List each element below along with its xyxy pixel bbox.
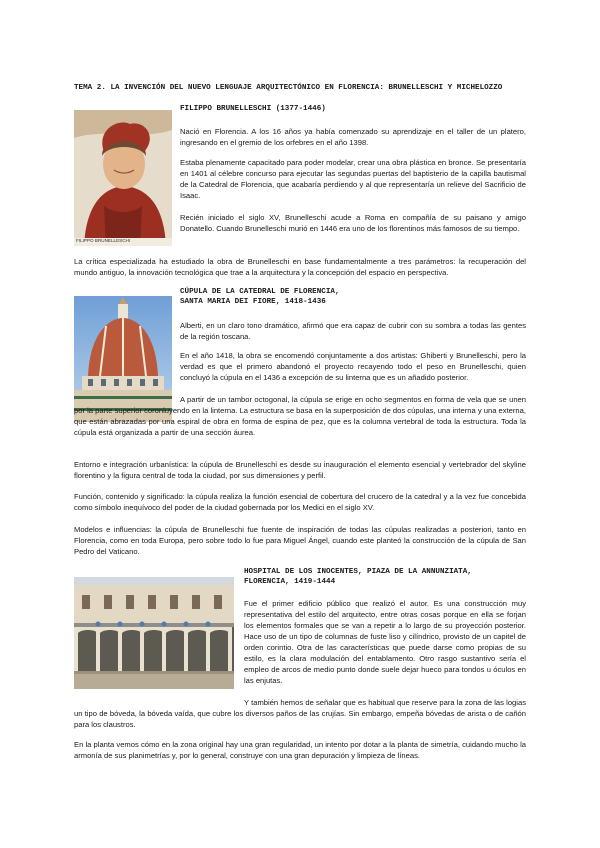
section-heading-brunelleschi: FILIPPO BRUNELLESCHI (1377-1446) (180, 105, 326, 113)
portrait-caption: FILIPPO BRUNELLESCHI (76, 238, 131, 243)
paragraph: Recién iniciado el siglo XV, Brunelleschi acude a Roma en compañía de su paisano y amigo Donatello. Cuando Brunelleschi murió en 1446 era uno de los florentinos más famosos de su tiempo. (180, 213, 526, 233)
paragraph: A partir de un tambor octogonal, la cúpula se erige en ocho segmentos en forma de vela que se unen por la parte superior coronluyendo en la linterna. La estructura se basa en la superposición de dos cúpulas, una interna y una externa, que están abrazadas por una espiral de obra en forma de espina de pez, que es la columna vertebral de toda la estructura. Toda la cúpula está organizada a partir de una sección áurea. (74, 395, 526, 437)
section-heading-hospital-line1: HOSPITAL DE LOS INOCENTES, PIAZA DE LA ANNUNZIATA, (244, 568, 472, 576)
paragraph: Entorno e integración urbanística: la cúpula de Brunelleschi es desde su inauguración el elemento esencial y vertebrador del skyline florentino y la figura central de toda la ciudad, por sus dimensiones y perfil. (74, 460, 526, 480)
paragraph: Fue el primer edificio público que realizó el autor. Es una construcción muy representativa del estilo del arquitecto, entre otras cosas porque en ella se forjan los elementos formales que se van a repetir a lo largo de su proyección posterior. Hace uso de un tipo de columnas de fuste liso y cilíndrico, provisto de un capitel de orden corintio. Otra de las características que puede darse como propias de su estilo, es la clara modulación del entablamento. Otro rasgo sustantivo sería el empleo de arcos de medio punto donde suele dejar hueco para tondos u óculos en las enjutas. (244, 599, 526, 685)
paragraph: Nació en Florencia. A los 16 años ya había comenzado su aprendizaje en el taller de un platero, ingresando en el gremio de los orfebres en el año 1398. (180, 127, 526, 147)
document-title: TEMA 2. LA INVENCIÓN DEL NUEVO LENGUAJE ARQUITECTÓNICO EN FLORENCIA: BRUNELLESCHI Y MICHELOZZO (74, 84, 503, 92)
section-heading-cupula-line2: SANTA MARIA DEI FIORE, 1418-1436 (180, 298, 326, 306)
paragraph: Función, contenido y significado: la cúpula realiza la función esencial de cobertura del crucero de la catedral y a la vez fue concebida como símbolo inequívoco del poder de la ciudad gobernada por los Medici en el siglo XV. (74, 492, 526, 512)
section-heading-cupula-line1: CÚPULA DE LA CATEDRAL DE FLORENCIA, (180, 288, 340, 296)
paragraph: En el año 1418, la obra se encomendó conjuntamente a dos artistas: Ghiberti y Brunelleschi, pero la verdad es que el primero abandonó el proyecto recayendo todo el peso en Brunelleschi, quien concluyó la cúpula en el 1436 a excepción de su linterna que es un añadido posterior. (180, 351, 526, 382)
paragraph: Estaba plenamente capacitado para poder modelar, crear una obra plástica en bronce. Se presentaría en 1401 al célebre concurso para ejecutar las segundas puertas del baptisterio de la capilla bautismal de la Catedral de Florencia, que acabaría perdiendo y al que representaría un relieve del Sacrificio de Isaac. (180, 158, 526, 200)
brunelleschi-portrait-image (74, 110, 172, 246)
paragraph: Y también hemos de señalar que es habitual que reserve para la zona de las logias un tipo de bóveda, la bóveda vaída, que cubre los diversos paños de las crujías. Sin embargo, empeña bóvedas de arista o de cañón para los claustros. (74, 698, 526, 729)
paragraph: La crítica especializada ha estudiado la obra de Brunelleschi en base fundamentalmente a tres parámetros: la recuperación del mundo antiguo, la innovación tecnológica que trae a la arquitectura y la concepción del espacio en perspectiva. (74, 257, 526, 277)
paragraph: Alberti, en un claro tono dramático, afirmó que era capaz de cubrir con su sombra a todas las gentes de la región toscana. (180, 321, 526, 341)
hospital-inocentes-image (74, 577, 234, 689)
section-heading-hospital-line2: FLORENCIA, 1419-1444 (244, 578, 336, 586)
paragraph: Modelos e influencias: la cúpula de Brunelleschi fue fuente de inspiración de todas las cúpulas realizadas a posteriori, tanto en Florencia, como en toda Europa, pero sobre todo lo fue para Miguel Ángel, cuando este planteó la construcción de la cúpula de San Pedro del Vaticano. (74, 525, 526, 556)
paragraph: En la planta vemos cómo en la zona original hay una gran regularidad, un intento por dotar a la planta de simetría, cuidando mucho la armonía de sus planimetrías y, por lo general, construye con una gran depuración y limpieza de líneas. (74, 740, 526, 760)
